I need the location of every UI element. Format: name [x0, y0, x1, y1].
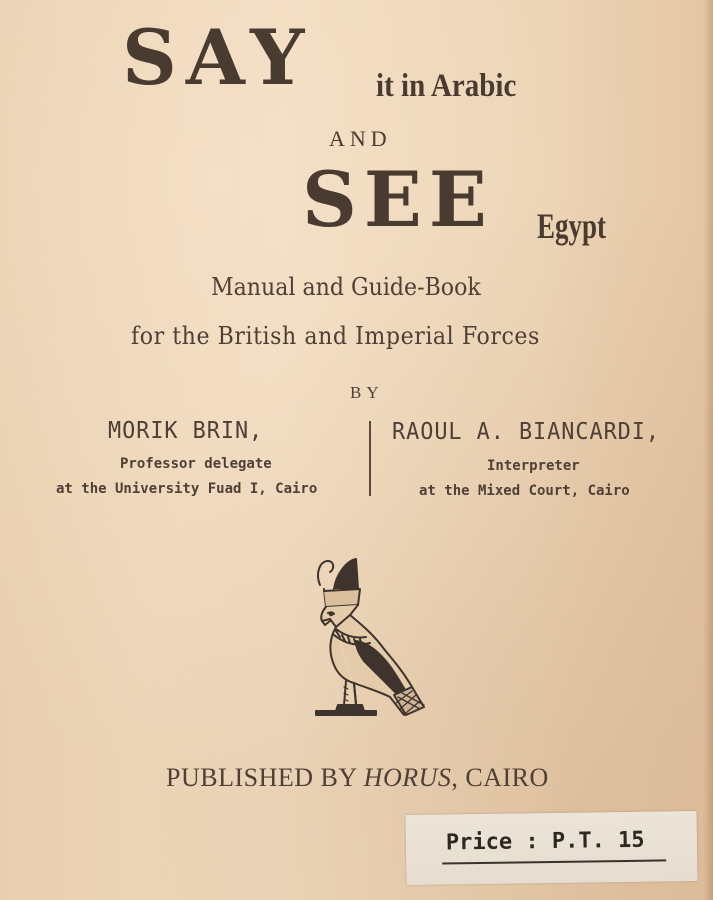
authors-divider — [369, 421, 371, 496]
page-edge-shadow — [703, 0, 713, 900]
price-underline — [442, 859, 666, 864]
author-1-affiliation: at the University Fuad I, Cairo — [56, 481, 318, 497]
author-2-name: RAOUL A. BIANCARDI, — [392, 419, 661, 445]
subtitle-line-2: for the British and Imperial Forces — [131, 322, 540, 350]
publisher-name: HORUS — [363, 763, 452, 792]
price-sticker — [406, 811, 698, 885]
publisher-city: , CAIRO — [451, 763, 549, 792]
subtitle-line-1: Manual and Guide-Book — [211, 273, 481, 301]
by-label: BY — [350, 383, 384, 402]
author-2-title: Interpreter — [487, 458, 580, 474]
author-1-title: Professor delegate — [120, 456, 272, 472]
author-1-name: MORIK BRIN, — [108, 418, 264, 444]
horus-falcon-icon — [312, 555, 430, 721]
price-label: Price : P.T. 15 — [445, 827, 645, 856]
title-say: SAY — [122, 13, 314, 102]
title-see-subtext: Egypt — [537, 206, 607, 246]
author-2-affiliation: at the Mixed Court, Cairo — [419, 483, 630, 499]
publisher-line — [166, 765, 549, 791]
title-and: AND — [329, 126, 392, 151]
publisher-prefix: PUBLISHED BY — [166, 763, 357, 792]
title-say-subtext: it in Arabic — [376, 68, 517, 104]
title-see: SEE — [302, 155, 494, 244]
